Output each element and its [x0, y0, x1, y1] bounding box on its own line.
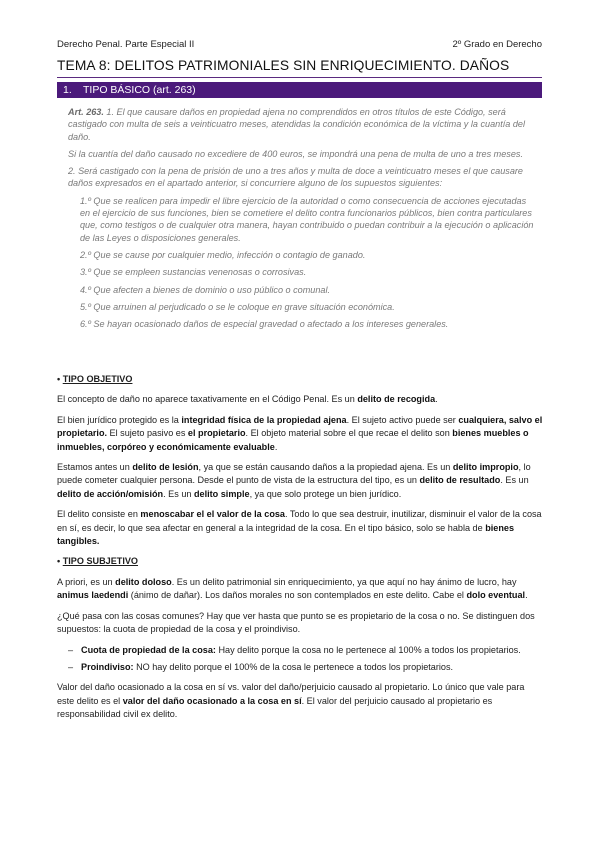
- paragraph: El bien jurídico protegido es la integridad física de la propiedad ajena. El sujeto activo puede ser cualquiera, salvo el propietario. El sujeto pasivo es el propietario. El objeto material sobre el que recae el delito son bienes muebles o inmuebles, corpóreo y económicamente evaluable.: [57, 414, 543, 452]
- paragraph: Estamos antes un delito de lesión, ya que se están causando daños a la propiedad ajena. Es un delito impropio, lo puede cometer cualquier persona. Desde el punto de vista de la estructura del tipo, es un delito de resultado. Es un delito de acción/omisión. Es un delito simple, ya que solo protege un bien jurídico.: [57, 462, 531, 499]
- law-item: 1.º Que se realicen para impedir el libre ejercicio de la autoridad o como consecuencia de acciones ejecutadas en el ejercicio de sus funciones, bien se cometiere el delito contra funcionarios públicos, bien contra particulares que, como testigos o de cualquier otra manera, hayan contribuido o puedan contribuir a la ejecución o aplicación de las Leyes o disposiciones generales.: [80, 195, 534, 243]
- law-paragraph: Si la cuantía del daño causado no excediere de 400 euros, se impondrá una pena de multa de uno a tres meses.: [68, 148, 523, 159]
- paragraph: A priori, es un delito doloso. Es un delito patrimonial sin enriquecimiento, ya que aquí no hay ánimo de lucro, hay animus laedendi (ánimo de dañar). Los daños morales no son contemplados en este delito. Cabe el dolo eventual.: [57, 576, 528, 601]
- law-item: 2.º Que se cause por cualquier medio, infección o contagio de ganado.: [80, 249, 366, 260]
- legal-text-block: [68, 106, 538, 335]
- law-item: 5.º Que arruinen al perjudicado o se le coloque en grave situación económica.: [80, 301, 395, 312]
- running-header-course: Derecho Penal. Parte Especial II: [57, 39, 195, 50]
- law-paragraph: Art. 263. 1. El que causare daños en propiedad ajena no comprendidos en otros títulos de este Código, será castigado con multa de seis a veinticuatro meses, atendidas la condición económica de la víctima y la cuantía del daño.: [68, 107, 525, 142]
- dash-list-item: – Proindiviso: NO hay delito porque el 100% de la cosa le pertenece a todos los propietarios.: [57, 661, 543, 674]
- law-items-list: [68, 195, 538, 331]
- dash-list-item: – Cuota de propiedad de la cosa: Hay delito porque la cosa no le pertenece al 100% a todos los propietarios.: [57, 644, 543, 657]
- paragraph: ¿Qué pasa con las cosas comunes? Hay que ver hasta que punto se es propietario de la cosa o no. Se distinguen dos supuestos: la cuota de propiedad de la cosa y el proindiviso.: [57, 610, 535, 635]
- section-heading-tipo-basico: [57, 82, 542, 98]
- paragraph: Valor del daño ocasionado a la cosa en sí vs. valor del daño/perjuicio causado al propietario. Lo único que vale para este delito es el valor del daño ocasionado a la cosa en sí. El valor del perjuicio causado al propietario es responsabilidad civil ex delito.: [57, 682, 525, 720]
- law-item: 4.º Que afecten a bienes de dominio o uso público o comunal.: [80, 284, 331, 295]
- law-item: 6.º Se hayan ocasionado daños de especial gravedad o afectado a los intereses generales.: [80, 319, 449, 330]
- law-paragraph: 2. Será castigado con la pena de prisión de uno a tres años y multa de doce a veinticuatro meses el que causare daños expresados en el apartado anterior, si concurriere alguno de los supuestos siguientes:: [68, 166, 523, 189]
- notes-body: [57, 373, 543, 729]
- article-reference: Art. 263.: [68, 107, 104, 117]
- page-title: TEMA 8: DELITOS PATRIMONIALES SIN ENRIQUECIMIENTO. DAÑOS: [57, 58, 510, 73]
- subsection-heading-objetivo: • TIPO OBJETIVO: [57, 374, 133, 384]
- section-label: TIPO BÁSICO (art. 263): [83, 84, 196, 96]
- section-number: 1.: [63, 84, 72, 96]
- law-item: 3.º Que se empleen sustancias venenosas o corrosivas.: [80, 267, 307, 278]
- subsection-heading-subjetivo: • TIPO SUBJETIVO: [57, 556, 139, 567]
- paragraph: El concepto de daño no aparece taxativamente en el Código Penal. Es un delito de recogida.: [57, 394, 438, 405]
- title-divider: [57, 77, 542, 78]
- paragraph: El delito consiste en menoscabar el el valor de la cosa. Todo lo que sea destruir, inutilizar, disminuir el valor de la cosa en sí, es decir, lo que sea afectar en general a la integridad de la cosa. En el tipo básico, solo se habla de bienes tangibles.: [57, 509, 542, 547]
- running-header-degree: 2º Grado en Derecho: [452, 39, 542, 50]
